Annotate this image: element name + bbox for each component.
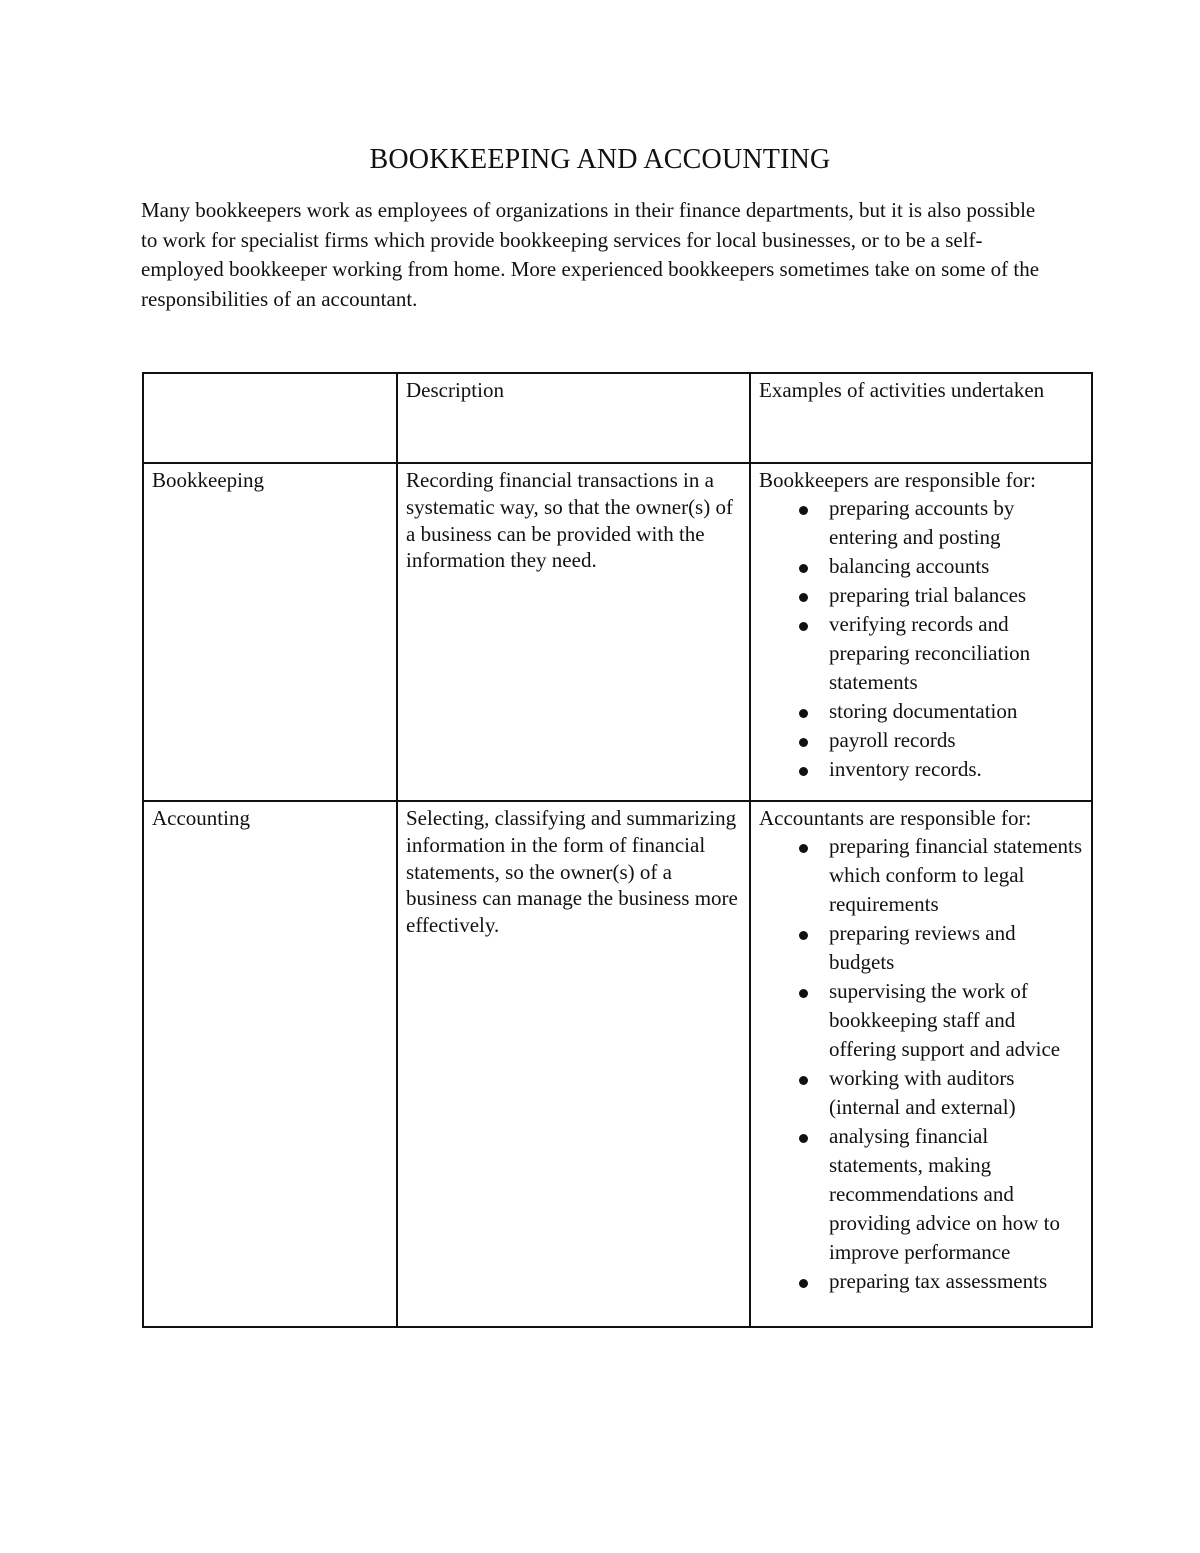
table-header-row bbox=[143, 373, 1092, 463]
list-item-text: verifying records and preparing reconciliation statements bbox=[829, 611, 1031, 694]
activities-list bbox=[759, 832, 1084, 1296]
list-item-text: preparing financial statements which conform to legal requirements bbox=[829, 833, 1083, 916]
list-item-text: storing documentation bbox=[829, 698, 1018, 723]
list-item bbox=[759, 755, 1084, 784]
header-cell-description: Description bbox=[397, 373, 750, 463]
list-item-text: inventory records. bbox=[829, 756, 982, 781]
bullet-icon bbox=[799, 709, 808, 718]
row-label: Bookkeeping bbox=[143, 463, 397, 801]
bullet-icon bbox=[799, 564, 808, 573]
row-activities bbox=[750, 801, 1092, 1327]
intro-paragraph: Many bookkeepers work as employees of organizations in their finance departments, but it is also possible to work for specialist firms which provide bookkeeping services for local businesses, or to be a self-employed bookkeeper working from home. More experienced bookkeepers sometimes take on some of the responsibilities of an accountant. bbox=[141, 198, 1040, 311]
list-item-text: preparing accounts by entering and posting bbox=[829, 495, 1015, 549]
list-item bbox=[759, 1267, 1084, 1296]
bullet-icon bbox=[799, 844, 808, 853]
bullet-icon bbox=[799, 593, 808, 602]
list-item bbox=[759, 697, 1084, 726]
bullet-icon bbox=[799, 622, 808, 631]
list-item bbox=[759, 581, 1084, 610]
list-item bbox=[759, 726, 1084, 755]
list-item bbox=[759, 552, 1084, 581]
list-item bbox=[759, 610, 1084, 697]
activities-lead: Bookkeepers are responsible for: bbox=[759, 468, 1036, 492]
bullet-icon bbox=[799, 1279, 808, 1288]
bullet-icon bbox=[799, 989, 808, 998]
list-item bbox=[759, 494, 1084, 552]
row-description: Recording financial transactions in a systematic way, so that the owner(s) of a business can be provided with the information they need. bbox=[397, 463, 750, 801]
header-cell-empty bbox=[143, 373, 397, 463]
row-activities bbox=[750, 463, 1092, 801]
bullet-icon bbox=[799, 767, 808, 776]
list-item-text: working with auditors (internal and external) bbox=[829, 1065, 1016, 1119]
list-item bbox=[759, 1122, 1084, 1267]
list-item bbox=[759, 977, 1084, 1064]
list-item bbox=[759, 1064, 1084, 1122]
list-item-text: preparing tax assessments bbox=[829, 1268, 1048, 1293]
activities-list bbox=[759, 494, 1084, 784]
bullet-icon bbox=[799, 1134, 808, 1143]
bullet-icon bbox=[799, 931, 808, 940]
row-description: Selecting, classifying and summarizing information in the form of financial statements, so the owner(s) of a business can manage the business more effectively. bbox=[397, 801, 750, 1327]
bullet-icon bbox=[799, 738, 808, 747]
table-row-accounting bbox=[143, 801, 1092, 1327]
table-row-bookkeeping bbox=[143, 463, 1092, 801]
list-item-text: supervising the work of bookkeeping staff and offering support and advice bbox=[829, 978, 1061, 1061]
bullet-icon bbox=[799, 1076, 808, 1085]
list-item-text: balancing accounts bbox=[829, 553, 990, 578]
header-cell-examples: Examples of activities undertaken bbox=[750, 373, 1092, 463]
list-item bbox=[759, 832, 1084, 919]
list-item bbox=[759, 919, 1084, 977]
page-title: BOOKKEEPING AND ACCOUNTING bbox=[369, 144, 831, 175]
list-item-text: analysing financial statements, making recommendations and providing advice on how to improve performance bbox=[829, 1123, 1060, 1264]
row-label: Accounting bbox=[143, 801, 397, 1327]
comparison-table bbox=[142, 372, 1093, 1328]
bullet-icon bbox=[799, 506, 808, 515]
list-item-text: preparing reviews and budgets bbox=[829, 920, 1016, 974]
activities-lead: Accountants are responsible for: bbox=[759, 806, 1032, 830]
list-item-text: preparing trial balances bbox=[829, 582, 1027, 607]
list-item-text: payroll records bbox=[829, 727, 956, 752]
